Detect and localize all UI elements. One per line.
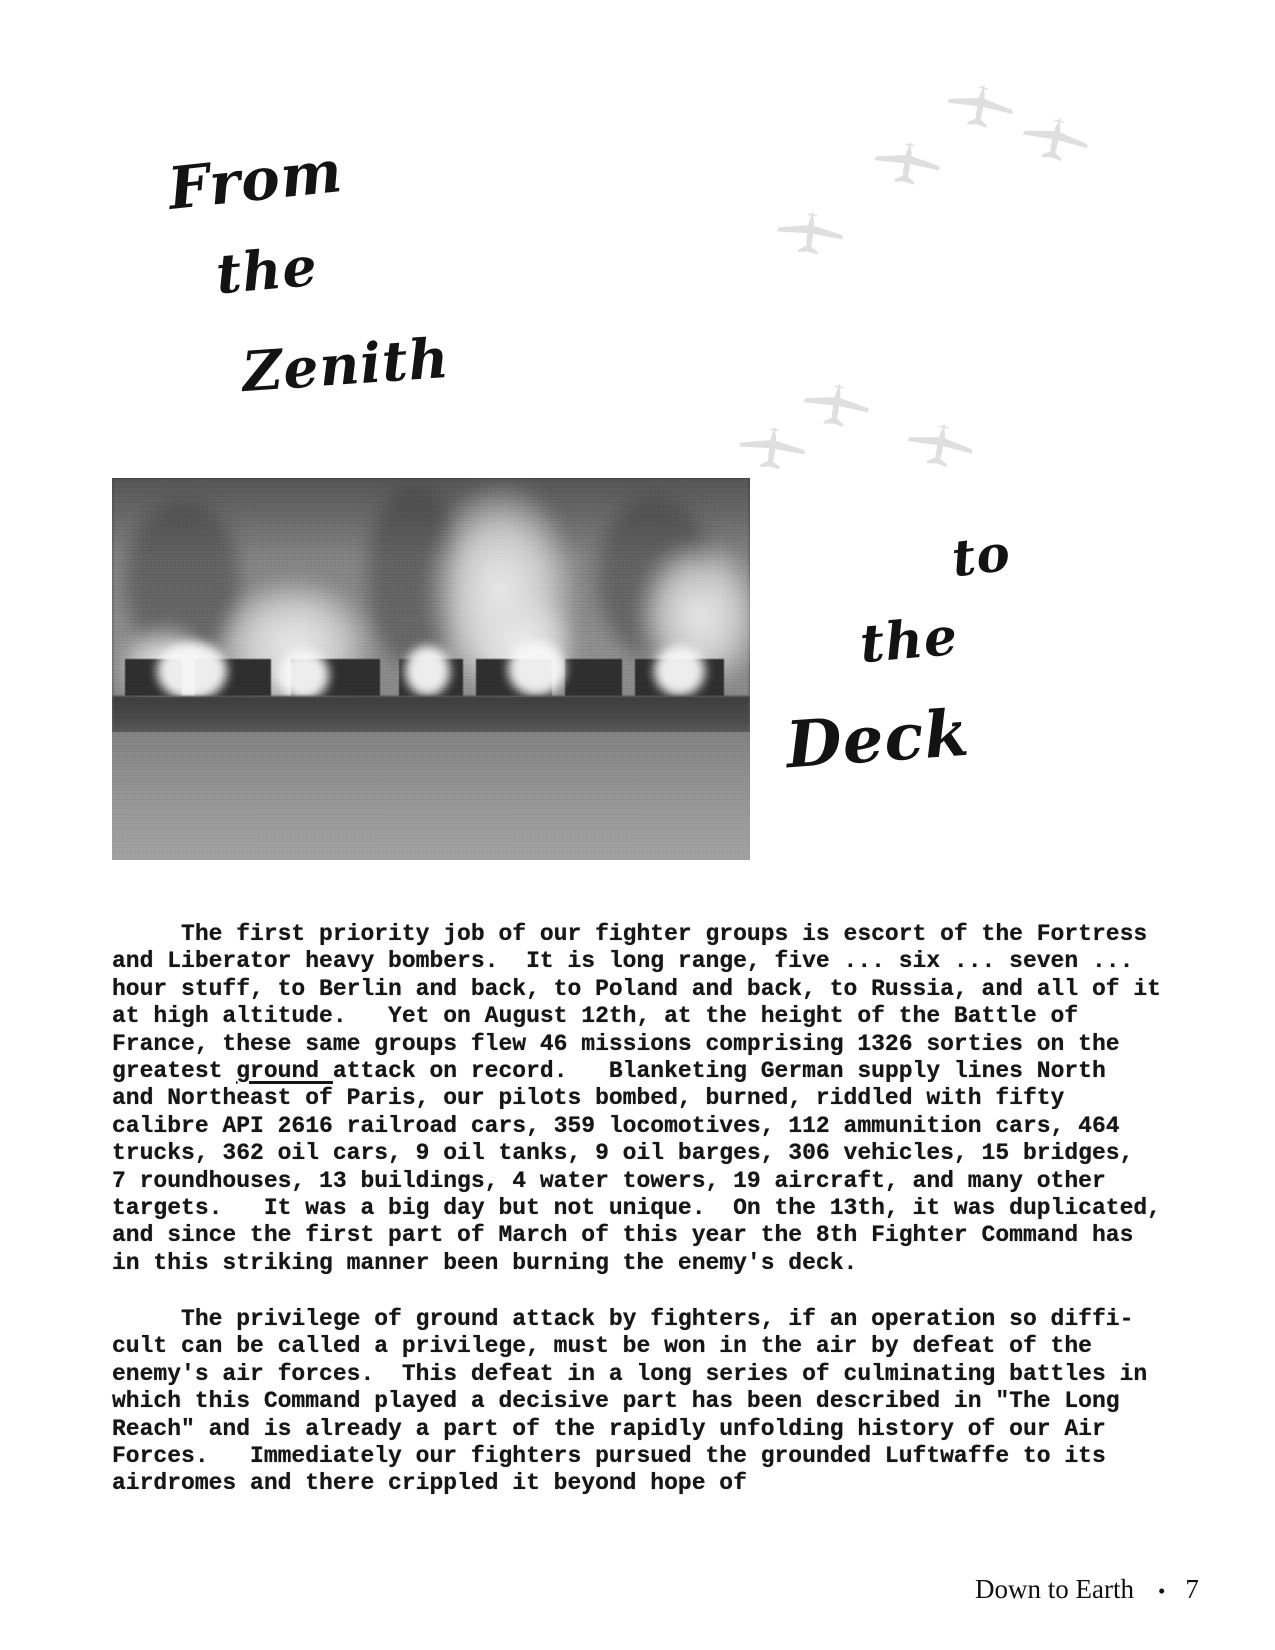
- typed-line: Forces. Immediately our fighters pursued the grounded Luftwaffe to its: [112, 1442, 1106, 1469]
- typed-line: trucks, 362 oil cars, 9 oil tanks, 9 oil barges, 306 vehicles, 15 bridges,: [112, 1140, 1134, 1167]
- typed-line: at high altitude. Yet on August 12th, at the height of the Battle of: [112, 1003, 1079, 1030]
- typed-line: calibre API 2616 railroad cars, 359 locomotives, 112 ammunition cars, 464: [112, 1112, 1120, 1139]
- handwritten-word-deck: Deck: [783, 695, 972, 784]
- typed-line: France, these same groups flew 46 missions comprising 1326 sorties on the: [112, 1030, 1120, 1057]
- photo-film-grain: [112, 478, 750, 860]
- handwritten-word-the-top: the: [213, 233, 321, 307]
- handwritten-word-to: to: [948, 522, 1014, 589]
- handwritten-word-from: From: [164, 137, 346, 223]
- typed-line: and Northeast of Paris, our pilots bombed, burned, riddled with fifty: [112, 1085, 1065, 1112]
- handwritten-word-zenith: Zenith: [239, 324, 452, 405]
- aircraft-silhouette-icon: [942, 78, 1017, 137]
- typed-line: The privilege of ground attack by fighters, if an operation so diffi-: [112, 1306, 1134, 1332]
- footer-separator-dot: •: [1157, 1579, 1166, 1603]
- typed-line: The first priority job of our fighter groups is escort of the Fortress: [112, 921, 1148, 947]
- typed-line: and Liberator heavy bombers. It is long range, five ... six ... seven ...: [112, 948, 1134, 975]
- aircraft-silhouette-icon: [1017, 110, 1093, 171]
- typed-line: and since the first part of March of this year the 8th Fighter Command has: [112, 1222, 1134, 1249]
- typed-line: targets. It was a big day but not unique. On the 13th, it was duplicated,: [112, 1194, 1161, 1221]
- typed-line: which this Command played a decisive part has been described in "The Long: [112, 1388, 1120, 1415]
- footer-book-title: Down to Earth: [975, 1574, 1134, 1604]
- body-paragraph-2: [112, 1306, 1147, 1498]
- aircraft-silhouette-icon: [870, 136, 945, 194]
- typed-line: hour stuff, to Berlin and back, to Poland and back, to Russia, and all of it: [112, 975, 1161, 1002]
- typed-segment-underlined: ground: [236, 1057, 333, 1084]
- aircraft-silhouette-icon: [735, 422, 808, 478]
- aircraft-silhouette-icon: [773, 207, 846, 263]
- typed-segment: greatest: [112, 1057, 237, 1084]
- typed-line: 7 roundhouses, 13 buildings, 4 water towers, 19 aircraft, and many other: [112, 1167, 1106, 1194]
- typed-line: airdromes and there crippled it beyond hope of: [112, 1470, 747, 1497]
- typed-line: in this striking manner been burning the enemy's deck.: [112, 1249, 858, 1276]
- typed-line: enemy's air forces. This defeat in a long series of culminating battles in: [112, 1360, 1148, 1387]
- typed-segment: attack on record. Blanketing German supply lines North: [332, 1057, 1106, 1084]
- page-footer: [975, 1574, 1199, 1605]
- typed-line: Reach" and is already a part of the rapidly unfolding history of our Air: [112, 1415, 1106, 1442]
- burning-railroad-cars-photo: [112, 478, 750, 860]
- aircraft-silhouette-icon: [902, 417, 978, 477]
- handwritten-word-the-right: the: [857, 605, 961, 676]
- aircraft-silhouette-icon: [799, 378, 874, 436]
- typed-line-with-underline: [112, 1058, 1161, 1085]
- typed-line: cult can be called a privilege, must be won in the air by defeat of the: [112, 1333, 1092, 1360]
- body-paragraph-1: [112, 921, 1161, 1277]
- footer-page-number: 7: [1185, 1574, 1199, 1604]
